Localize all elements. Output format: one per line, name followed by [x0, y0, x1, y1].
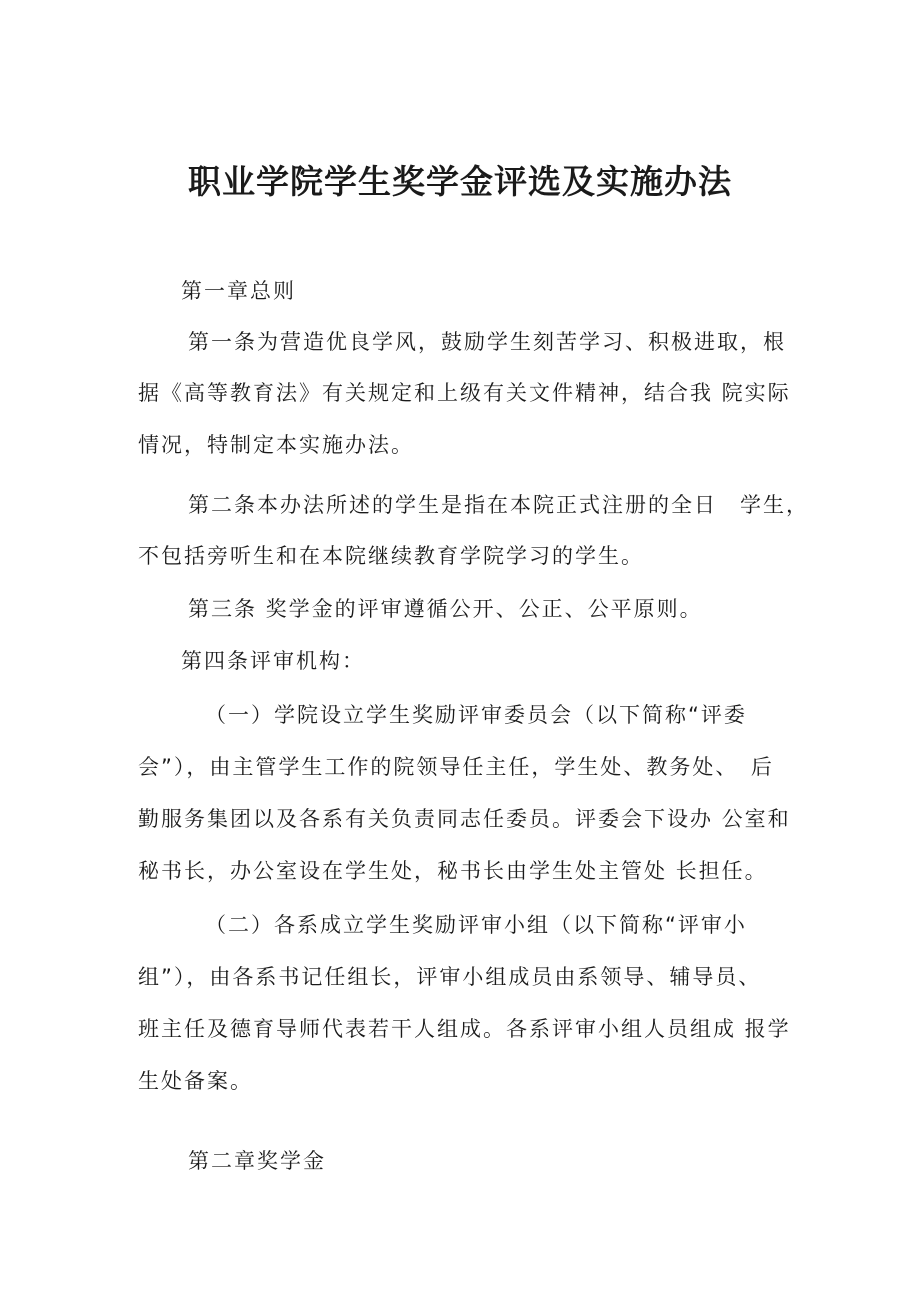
- article-4-heading: 第四条评审机构：: [181, 649, 365, 673]
- article-4-item-2-line-4: 生处备案。: [138, 1069, 253, 1093]
- document-title: 职业学院学生奖学金评选及实施办法: [188, 162, 732, 201]
- article-4-item-2-line-3: 班主任及德育导师代表若干人组成。各系评审小组人员组成 报学: [138, 1017, 791, 1041]
- article-4-item-2-line-2: 组”），由各系书记任组长，评审小组成员由系领导、辅导员、: [138, 965, 762, 989]
- article-1-line-2: 据《高等教育法》有关规定和上级有关文件精神，结合我 院实际: [138, 381, 791, 405]
- article-2-line-2: 不包括旁听生和在本院继续教育学院学习的学生。: [138, 544, 644, 568]
- article-2-line-1: 第二条本办法所述的学生是指在本院正式注册的全日 学生，: [188, 493, 809, 517]
- chapter-1-heading: 第一章总则: [181, 279, 296, 303]
- chapter-2-heading: 第二章奖学金: [188, 1149, 326, 1173]
- article-1-line-3: 情况，特制定本实施办法。: [138, 433, 414, 457]
- article-1-line-1: 第一条为营造优良学风，鼓励学生刻苦学习、积极进取，根: [188, 330, 786, 354]
- article-4-item-2-line-1: （二）各系成立学生奖励评审小组（以下简称“评审小: [205, 913, 747, 937]
- article-4-item-1-line-1: （一）学院设立学生奖励评审委员会（以下简称“评委: [205, 703, 747, 727]
- article-4-item-1-line-2: 会”），由主管学生工作的院领导任主任，学生处、教务处、 后: [138, 755, 774, 779]
- article-4-item-1-line-3: 勤服务集团以及各系有关负责同志任委员。评委会下设办 公室和: [138, 807, 791, 831]
- article-3-line-1: 第三条 奖学金的评审遵循公开、公正、公平原则。: [188, 597, 703, 621]
- article-4-item-1-line-4: 秘书长，办公室设在学生处，秘书长由学生处主管处 长担任。: [138, 859, 768, 883]
